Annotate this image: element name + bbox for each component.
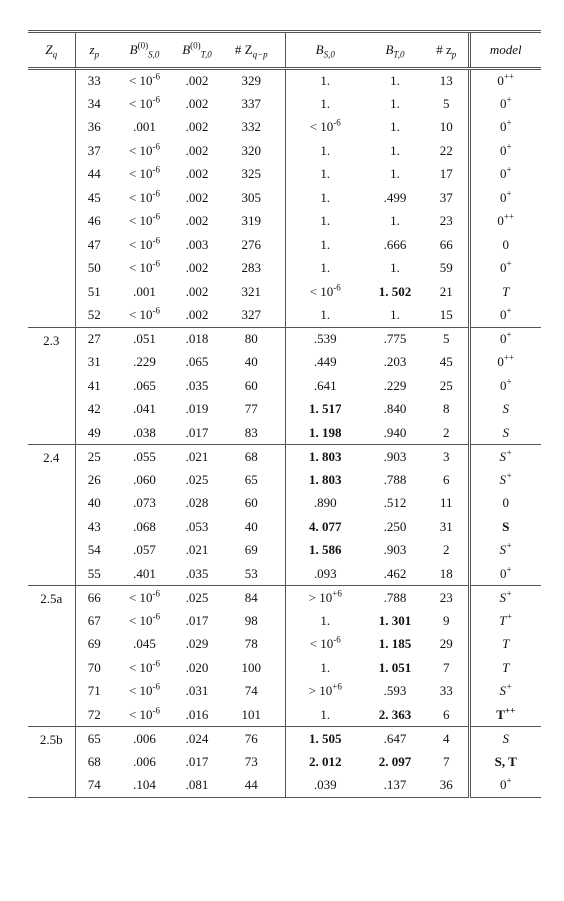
cell-bs0: 1. — [285, 92, 365, 116]
header-zq: $Z_q$ — [28, 32, 75, 69]
cell-num-zp: 5 — [443, 95, 450, 111]
table-row — [28, 186, 541, 210]
header-num-zp: # $z_p$ — [425, 32, 469, 69]
cell-bt0: .593 — [383, 683, 407, 699]
cell-bt0: .788 — [365, 586, 425, 610]
cell-model: S — [469, 515, 541, 539]
cell-model: S+ — [469, 539, 541, 563]
cell-num-zp: 7 — [443, 659, 450, 675]
cell-bt0: 1. — [390, 166, 400, 182]
cell-model: 0+ — [469, 327, 541, 351]
cell-bt0-init: .002 — [185, 260, 209, 276]
cell-model: 0 — [469, 492, 541, 516]
cell-bt0-init: .035 — [185, 377, 209, 393]
cell-bt0: .788 — [383, 471, 407, 487]
cell-model: 0++ — [469, 210, 541, 234]
cell-model: 0+ — [469, 163, 541, 187]
cell-bt0-init: .029 — [185, 636, 209, 652]
table-row — [28, 257, 541, 281]
cell-bs0: 1. 505 — [285, 727, 365, 751]
cell-num-zqp: 53 — [244, 565, 258, 581]
cell-zp: 54 — [87, 542, 101, 558]
cell-model: 0+ — [469, 186, 541, 210]
cell-num-zqp: 60 — [244, 377, 258, 393]
cell-model: 0+ — [469, 257, 541, 281]
cell-bt0: 1. 301 — [378, 612, 412, 628]
cell-zp: 65 — [75, 727, 113, 751]
cell-bs0: > $10^{+6}$ — [285, 680, 365, 704]
cell-zp: 71 — [87, 683, 101, 699]
cell-bt0: 1. — [390, 213, 400, 229]
cell-zp: 40 — [87, 495, 101, 511]
cell-num-zqp: 325 — [241, 166, 261, 182]
cell-model: 0+ — [469, 92, 541, 116]
cell-num-zp: 36 — [425, 774, 469, 798]
cell-num-zp: 13 — [439, 73, 453, 88]
cell-num-zp: 15 — [439, 307, 453, 322]
cell-model: T — [469, 633, 541, 657]
cell-bt0-init: .002 — [185, 283, 209, 299]
cell-num-zp: 5 — [425, 327, 469, 351]
cell-num-zqp: 283 — [241, 260, 261, 276]
cell-num-zp: 6 — [443, 706, 450, 722]
cell-bs0-init: < $10^{-6}$ — [128, 305, 161, 322]
cell-bs0: > $10^{+6}$ — [285, 586, 365, 610]
cell-model: 0+ — [469, 116, 541, 140]
cell-num-zp: 6 — [443, 471, 450, 487]
cell-bs0: 1. — [285, 304, 365, 328]
cell-zq — [28, 69, 75, 328]
cell-bs0-init: .041 — [133, 401, 156, 417]
cell-num-zqp: 76 — [218, 727, 285, 751]
cell-bs0: 1. — [285, 163, 365, 187]
cell-bt0-init: .019 — [185, 401, 209, 417]
cell-bs0: 1. — [285, 186, 365, 210]
cell-bs0: < $10^{-6}$ — [285, 116, 365, 140]
cell-bt0-init: .017 — [185, 424, 209, 440]
cell-num-zp: 23 — [425, 586, 469, 610]
cell-model: 0+ — [469, 374, 541, 398]
cell-bt0: 1. — [390, 73, 400, 88]
table-row — [28, 609, 541, 633]
cell-model: 0++ — [469, 351, 541, 375]
cell-zp: 52 — [87, 307, 101, 322]
cell-model: 0++ — [469, 69, 541, 93]
cell-bs0-init: < $10^{-6}$ — [128, 705, 161, 722]
cell-bt0-init: .021 — [185, 542, 209, 558]
cell-zq: 2.4 — [28, 445, 75, 586]
table-row — [28, 633, 541, 657]
cell-bt0-init: .003 — [185, 236, 209, 252]
cell-bs0: .641 — [285, 374, 365, 398]
table-row — [28, 539, 541, 563]
cell-num-zp: 37 — [439, 189, 453, 205]
cell-num-zp: 23 — [439, 213, 453, 229]
cell-bs0: 1. — [285, 703, 365, 727]
cell-num-zqp: 100 — [241, 659, 261, 675]
cell-bs0: < $10^{-6}$ — [285, 280, 365, 304]
cell-bs0-init: .068 — [133, 518, 156, 534]
cell-bs0: .449 — [285, 351, 365, 375]
cell-bs0-init: .229 — [133, 354, 156, 370]
cell-zp: 26 — [87, 471, 101, 487]
cell-num-zp: 17 — [439, 166, 453, 182]
cell-num-zp: 33 — [439, 683, 453, 699]
cell-bs0: .890 — [285, 492, 365, 516]
cell-num-zqp: 77 — [244, 401, 258, 417]
cell-num-zqp: 320 — [241, 142, 261, 158]
cell-bs0-init: .065 — [133, 377, 156, 393]
cell-bs0: 1. — [285, 609, 365, 633]
header-bt0: $B_{T,0}$ — [365, 32, 425, 69]
cell-bs0-init: .401 — [133, 565, 156, 581]
table-row — [28, 445, 541, 469]
cell-num-zqp: 327 — [241, 307, 261, 322]
cell-bs0-init: .001 — [133, 119, 156, 135]
table-row — [28, 233, 541, 257]
cell-bt0: 1. — [390, 142, 400, 158]
cell-num-zqp: 40 — [244, 354, 258, 370]
table-row — [28, 398, 541, 422]
cell-bt0-init: .002 — [185, 142, 209, 158]
table-row — [28, 515, 541, 539]
cell-zq: 2.5a — [28, 586, 75, 727]
cell-bt0-init: .002 — [185, 307, 209, 322]
table-row — [28, 116, 541, 140]
table-row — [28, 69, 541, 93]
cell-bt0-init: .025 — [185, 471, 209, 487]
cell-bt0-init: .017 — [185, 753, 209, 769]
table-row — [28, 421, 541, 445]
cell-num-zqp: 305 — [241, 189, 261, 205]
cell-num-zqp: 78 — [244, 636, 258, 652]
cell-zp: 47 — [87, 236, 101, 252]
cell-bs0: 1. 803 — [285, 468, 365, 492]
cell-bs0: 2. 012 — [285, 750, 365, 774]
cell-num-zp: 22 — [439, 142, 453, 158]
cell-bs0: .039 — [285, 774, 365, 798]
cell-num-zqp: 101 — [241, 706, 261, 722]
cell-bs0-init: < $10^{-6}$ — [113, 586, 176, 610]
cell-model: S — [469, 421, 541, 445]
cell-model: 0+ — [469, 304, 541, 328]
cell-model: 0+ — [469, 139, 541, 163]
cell-bt0: .840 — [383, 401, 407, 417]
cell-num-zqp: 40 — [244, 518, 258, 534]
cell-bs0-init: < $10^{-6}$ — [128, 611, 161, 628]
cell-num-zqp: 60 — [244, 495, 258, 511]
cell-bt0: .229 — [383, 377, 407, 393]
cell-bt0-init: .053 — [185, 518, 209, 534]
table-row — [28, 374, 541, 398]
cell-zp: 27 — [75, 327, 113, 351]
table-row — [28, 304, 541, 328]
cell-bt0: 1. — [390, 260, 400, 276]
cell-num-zp: 11 — [439, 495, 453, 511]
cell-zp: 34 — [87, 95, 101, 111]
cell-bt0: .775 — [365, 327, 425, 351]
cell-model: S — [469, 727, 541, 751]
cell-num-zp: 31 — [439, 518, 453, 534]
cell-bs0: 1. 517 — [285, 398, 365, 422]
cell-num-zp: 25 — [439, 377, 453, 393]
cell-bt0-init: .002 — [185, 213, 209, 229]
cell-bs0-init: < $10^{-6}$ — [128, 235, 161, 252]
cell-zp: 51 — [87, 283, 101, 299]
cell-model: S+ — [469, 445, 541, 469]
cell-bs0-init: .006 — [133, 753, 156, 769]
cell-zp: 25 — [75, 445, 113, 469]
cell-zp: 36 — [87, 119, 101, 135]
cell-bs0-init: < $10^{-6}$ — [128, 658, 161, 675]
cell-zp: 70 — [87, 659, 101, 675]
cell-bt0: 1. — [390, 119, 400, 135]
cell-bs0-init: .006 — [113, 727, 176, 751]
cell-zp: 43 — [87, 518, 101, 534]
table-row — [28, 280, 541, 304]
table-body — [28, 69, 541, 798]
cell-zp: 31 — [87, 354, 101, 370]
cell-bt0: .647 — [365, 727, 425, 751]
cell-bs0-init: < $10^{-6}$ — [128, 141, 161, 158]
cell-zp: 72 — [87, 706, 101, 722]
header-bs0: $B_{S,0}$ — [285, 32, 365, 69]
cell-model: 0+ — [469, 562, 541, 586]
table-row — [28, 492, 541, 516]
cell-num-zqp: 83 — [244, 424, 258, 440]
cell-bs0: 1. 198 — [285, 421, 365, 445]
cell-zq: 2.5b — [28, 727, 75, 798]
cell-num-zqp: 69 — [244, 542, 258, 558]
header-bs0-init: $B^{(0)}_{S,0}$ — [113, 32, 176, 69]
cell-bt0-init: .081 — [176, 774, 218, 798]
table-row — [28, 656, 541, 680]
cell-bs0-init: < $10^{-6}$ — [128, 258, 161, 276]
cell-bt0-init: .035 — [185, 565, 209, 581]
cell-bs0: 1. — [285, 210, 365, 234]
table-row — [28, 351, 541, 375]
cell-bs0-init: < $10^{-6}$ — [128, 188, 161, 205]
table-row — [28, 774, 541, 798]
cell-num-zqp: 319 — [241, 213, 261, 229]
cell-num-zqp: 321 — [241, 283, 261, 299]
cell-model: 0+ — [469, 774, 541, 798]
cell-bs0: 1. — [285, 139, 365, 163]
cell-model: T — [469, 280, 541, 304]
cell-num-zqp: 65 — [244, 471, 258, 487]
cell-bs0: 1. — [285, 233, 365, 257]
table-row — [28, 210, 541, 234]
cell-bt0-init: .002 — [185, 119, 209, 135]
cell-bt0: .499 — [383, 189, 407, 205]
cell-bs0-init: < $10^{-6}$ — [128, 681, 161, 699]
cell-bt0: .203 — [383, 354, 407, 370]
table-row — [28, 750, 541, 774]
header-model: model — [469, 32, 541, 69]
table-row — [28, 586, 541, 610]
cell-zp: 41 — [87, 377, 101, 393]
cell-num-zp: 8 — [443, 401, 450, 417]
cell-bt0: 1. — [390, 307, 400, 322]
cell-zp: 45 — [87, 189, 101, 205]
cell-bt0: .250 — [383, 518, 407, 534]
cell-bt0-init: .002 — [185, 95, 209, 111]
cell-bt0: .903 — [383, 542, 407, 558]
cell-num-zp: 18 — [439, 565, 453, 581]
cell-bt0: 1. 185 — [378, 636, 412, 652]
header-num-zqp: # $Z_{q-p}$ — [218, 32, 285, 69]
cell-num-zqp: 337 — [241, 95, 261, 111]
cell-bt0-init: .020 — [185, 659, 209, 675]
cell-bt0-init: .017 — [185, 612, 209, 628]
cell-bs0: .539 — [285, 327, 365, 351]
cell-model: 0 — [469, 233, 541, 257]
cell-model: S+ — [469, 680, 541, 704]
cell-num-zp: 9 — [443, 612, 450, 628]
cell-bs0: < $10^{-6}$ — [285, 633, 365, 657]
cell-bs0-init: < $10^{-6}$ — [128, 94, 161, 111]
cell-bt0: .666 — [383, 236, 407, 252]
cell-num-zp: 59 — [439, 260, 453, 276]
cell-bt0-init: .025 — [176, 586, 218, 610]
cell-zp: 44 — [87, 166, 101, 182]
cell-num-zqp: 329 — [241, 73, 261, 88]
cell-model: T — [469, 656, 541, 680]
cell-num-zqp: 73 — [244, 753, 258, 769]
cell-bt0-init: .002 — [185, 189, 209, 205]
cell-bs0-init: .001 — [133, 283, 156, 299]
cell-model: T++ — [469, 703, 541, 727]
cell-bs0: 1. — [285, 257, 365, 281]
cell-num-zqp: 332 — [241, 119, 261, 135]
cell-bs0-init: .055 — [113, 445, 176, 469]
cell-model: T+ — [469, 609, 541, 633]
cell-model: S — [469, 398, 541, 422]
cell-bs0: 1. — [285, 69, 365, 93]
cell-bt0: 2. 363 — [378, 706, 412, 722]
cell-bt0-init: .002 — [185, 166, 209, 182]
cell-num-zqp: 68 — [218, 445, 285, 469]
table-row — [28, 163, 541, 187]
cell-zp: 68 — [87, 753, 101, 769]
cell-zp: 49 — [87, 424, 101, 440]
cell-bt0-init: .065 — [185, 354, 209, 370]
cell-bs0: 1. — [285, 656, 365, 680]
cell-zp: 50 — [87, 260, 101, 276]
cell-num-zqp: 84 — [218, 586, 285, 610]
cell-bs0: 1. 586 — [285, 539, 365, 563]
cell-num-zp: 10 — [439, 119, 453, 135]
cell-zq: 2.3 — [28, 327, 75, 445]
table-row — [28, 139, 541, 163]
cell-bt0: 1. 502 — [378, 283, 412, 299]
cell-bs0: 4. 077 — [285, 515, 365, 539]
cell-zp: 37 — [87, 142, 101, 158]
cell-bt0: .512 — [383, 495, 407, 511]
cell-num-zqp: 74 — [244, 683, 258, 699]
cell-bt0-init: .016 — [185, 706, 209, 722]
cell-bt0: 2. 097 — [378, 753, 412, 769]
table-row — [28, 562, 541, 586]
table-row — [28, 680, 541, 704]
cell-bs0-init: .060 — [133, 471, 156, 487]
cell-zp: 66 — [75, 586, 113, 610]
header-bt0-init: $B^{(0)}_{T,0}$ — [176, 32, 218, 69]
cell-num-zp: 29 — [439, 636, 453, 652]
cell-num-zp: 66 — [439, 236, 453, 252]
header-zp: $z_p$ — [75, 32, 113, 69]
cell-bt0-init: .018 — [176, 327, 218, 351]
cell-bs0-init: .073 — [133, 495, 156, 511]
cell-zp: 42 — [87, 401, 101, 417]
cell-bs0: .093 — [285, 562, 365, 586]
cell-zp: 33 — [87, 73, 101, 88]
cell-num-zp: 3 — [425, 445, 469, 469]
cell-model: S+ — [469, 586, 541, 610]
table-row — [28, 468, 541, 492]
header-row — [28, 32, 541, 69]
table-row — [28, 92, 541, 116]
cell-bt0: .137 — [365, 774, 425, 798]
cell-bs0-init: .057 — [133, 542, 156, 558]
cell-num-zp: 4 — [425, 727, 469, 751]
cell-num-zp: 2 — [443, 542, 450, 558]
cell-bt0: 1. 051 — [378, 659, 412, 675]
cell-bs0-init: < $10^{-6}$ — [128, 211, 161, 229]
cell-bt0-init: .028 — [185, 495, 209, 511]
cell-bt0: .940 — [383, 424, 407, 440]
cell-bs0-init: < $10^{-6}$ — [128, 164, 161, 182]
cell-zp: 74 — [75, 774, 113, 798]
cell-bt0: .462 — [383, 565, 407, 581]
table-row — [28, 703, 541, 727]
table-row — [28, 327, 541, 351]
cell-num-zqp: 80 — [218, 327, 285, 351]
cell-bt0: .903 — [365, 445, 425, 469]
cell-num-zp: 21 — [439, 283, 453, 299]
cell-zp: 46 — [87, 213, 101, 229]
cell-num-zqp: 276 — [241, 236, 261, 252]
cell-bs0-init: .045 — [133, 636, 156, 652]
cell-num-zp: 45 — [439, 354, 453, 370]
cell-num-zqp: 98 — [244, 612, 258, 628]
cell-num-zp: 2 — [443, 424, 450, 440]
cell-bt0: 1. — [390, 95, 400, 111]
cell-bt0-init: .024 — [176, 727, 218, 751]
cell-zp: 67 — [87, 612, 101, 628]
cell-bs0-init: .051 — [113, 327, 176, 351]
cell-bs0-init: < $10^{-6}$ — [128, 71, 161, 88]
cell-bt0-init: .002 — [185, 73, 209, 88]
cell-bs0-init: .038 — [133, 424, 156, 440]
cell-bs0-init: .104 — [113, 774, 176, 798]
table-row — [28, 727, 541, 751]
cell-zp: 69 — [87, 636, 101, 652]
cell-model: S+ — [469, 468, 541, 492]
cell-bs0: 1. 803 — [285, 445, 365, 469]
cell-num-zp: 7 — [443, 753, 450, 769]
results-table — [28, 30, 541, 798]
cell-bt0-init: .021 — [176, 445, 218, 469]
cell-model: S, T — [469, 750, 541, 774]
cell-zp: 55 — [87, 565, 101, 581]
cell-bt0-init: .031 — [185, 683, 209, 699]
cell-num-zqp: 44 — [218, 774, 285, 798]
